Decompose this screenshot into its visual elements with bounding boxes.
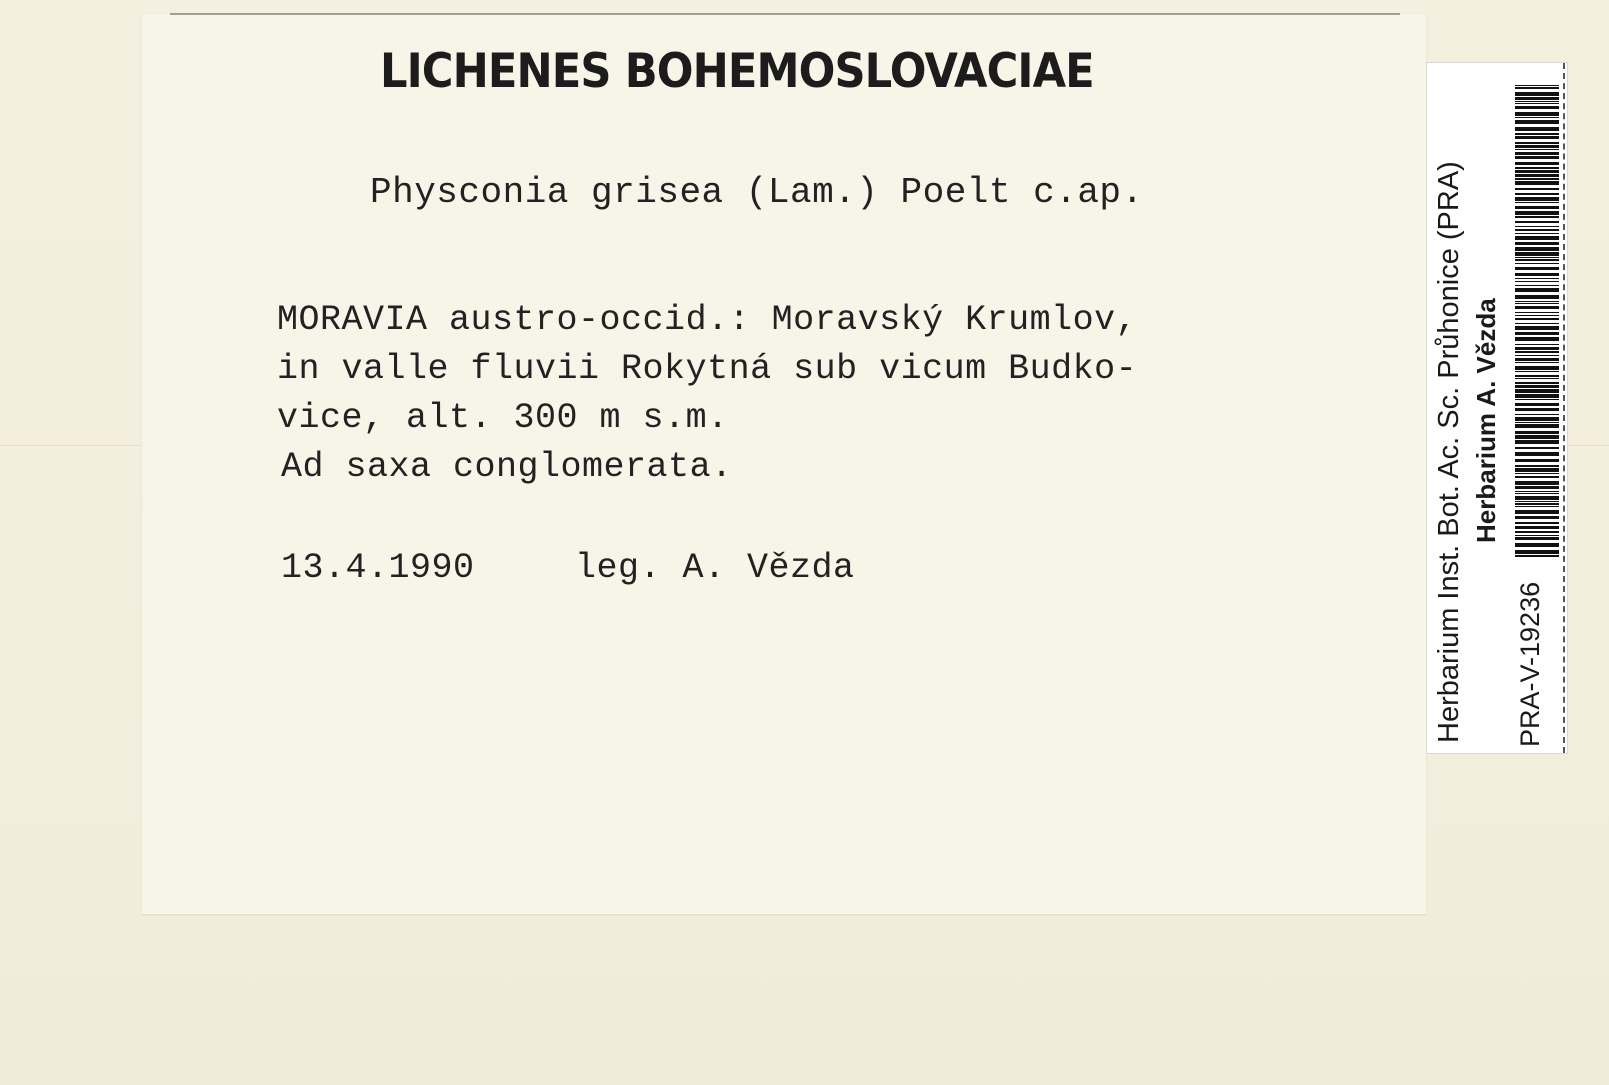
specimen-id: PRA-V-19236	[1515, 581, 1545, 747]
herbarium-sticker	[1426, 62, 1568, 754]
locality-line: in valle fluvii Rokytná sub vicum Budko-	[277, 349, 1138, 389]
species-name: Physconia grisea (Lam.) Poelt c.ap.	[370, 172, 1144, 213]
herbarium-name: Herbarium A. Vězda	[1471, 298, 1501, 543]
locality-line: vice, alt. 300 m s.m.	[277, 398, 729, 438]
label-top-rule	[170, 13, 1400, 15]
substrate-line: Ad saxa conglomerata.	[281, 447, 733, 487]
sticker-perforation	[1563, 63, 1565, 753]
envelope-fold-line	[0, 445, 142, 446]
barcode-icon	[1515, 85, 1559, 560]
collector-name: leg. A. Vězda	[575, 548, 855, 588]
locality-line: MORAVIA austro-occid.: Moravský Krumlov,	[277, 300, 1138, 340]
institution-name: Herbarium Inst. Bot. Ac. Sc. Průhonice (PRA)	[1433, 161, 1465, 743]
label-title: LICHENES BOHEMOSLOVACIAE	[380, 44, 1094, 99]
collection-date: 13.4.1990	[281, 548, 475, 588]
